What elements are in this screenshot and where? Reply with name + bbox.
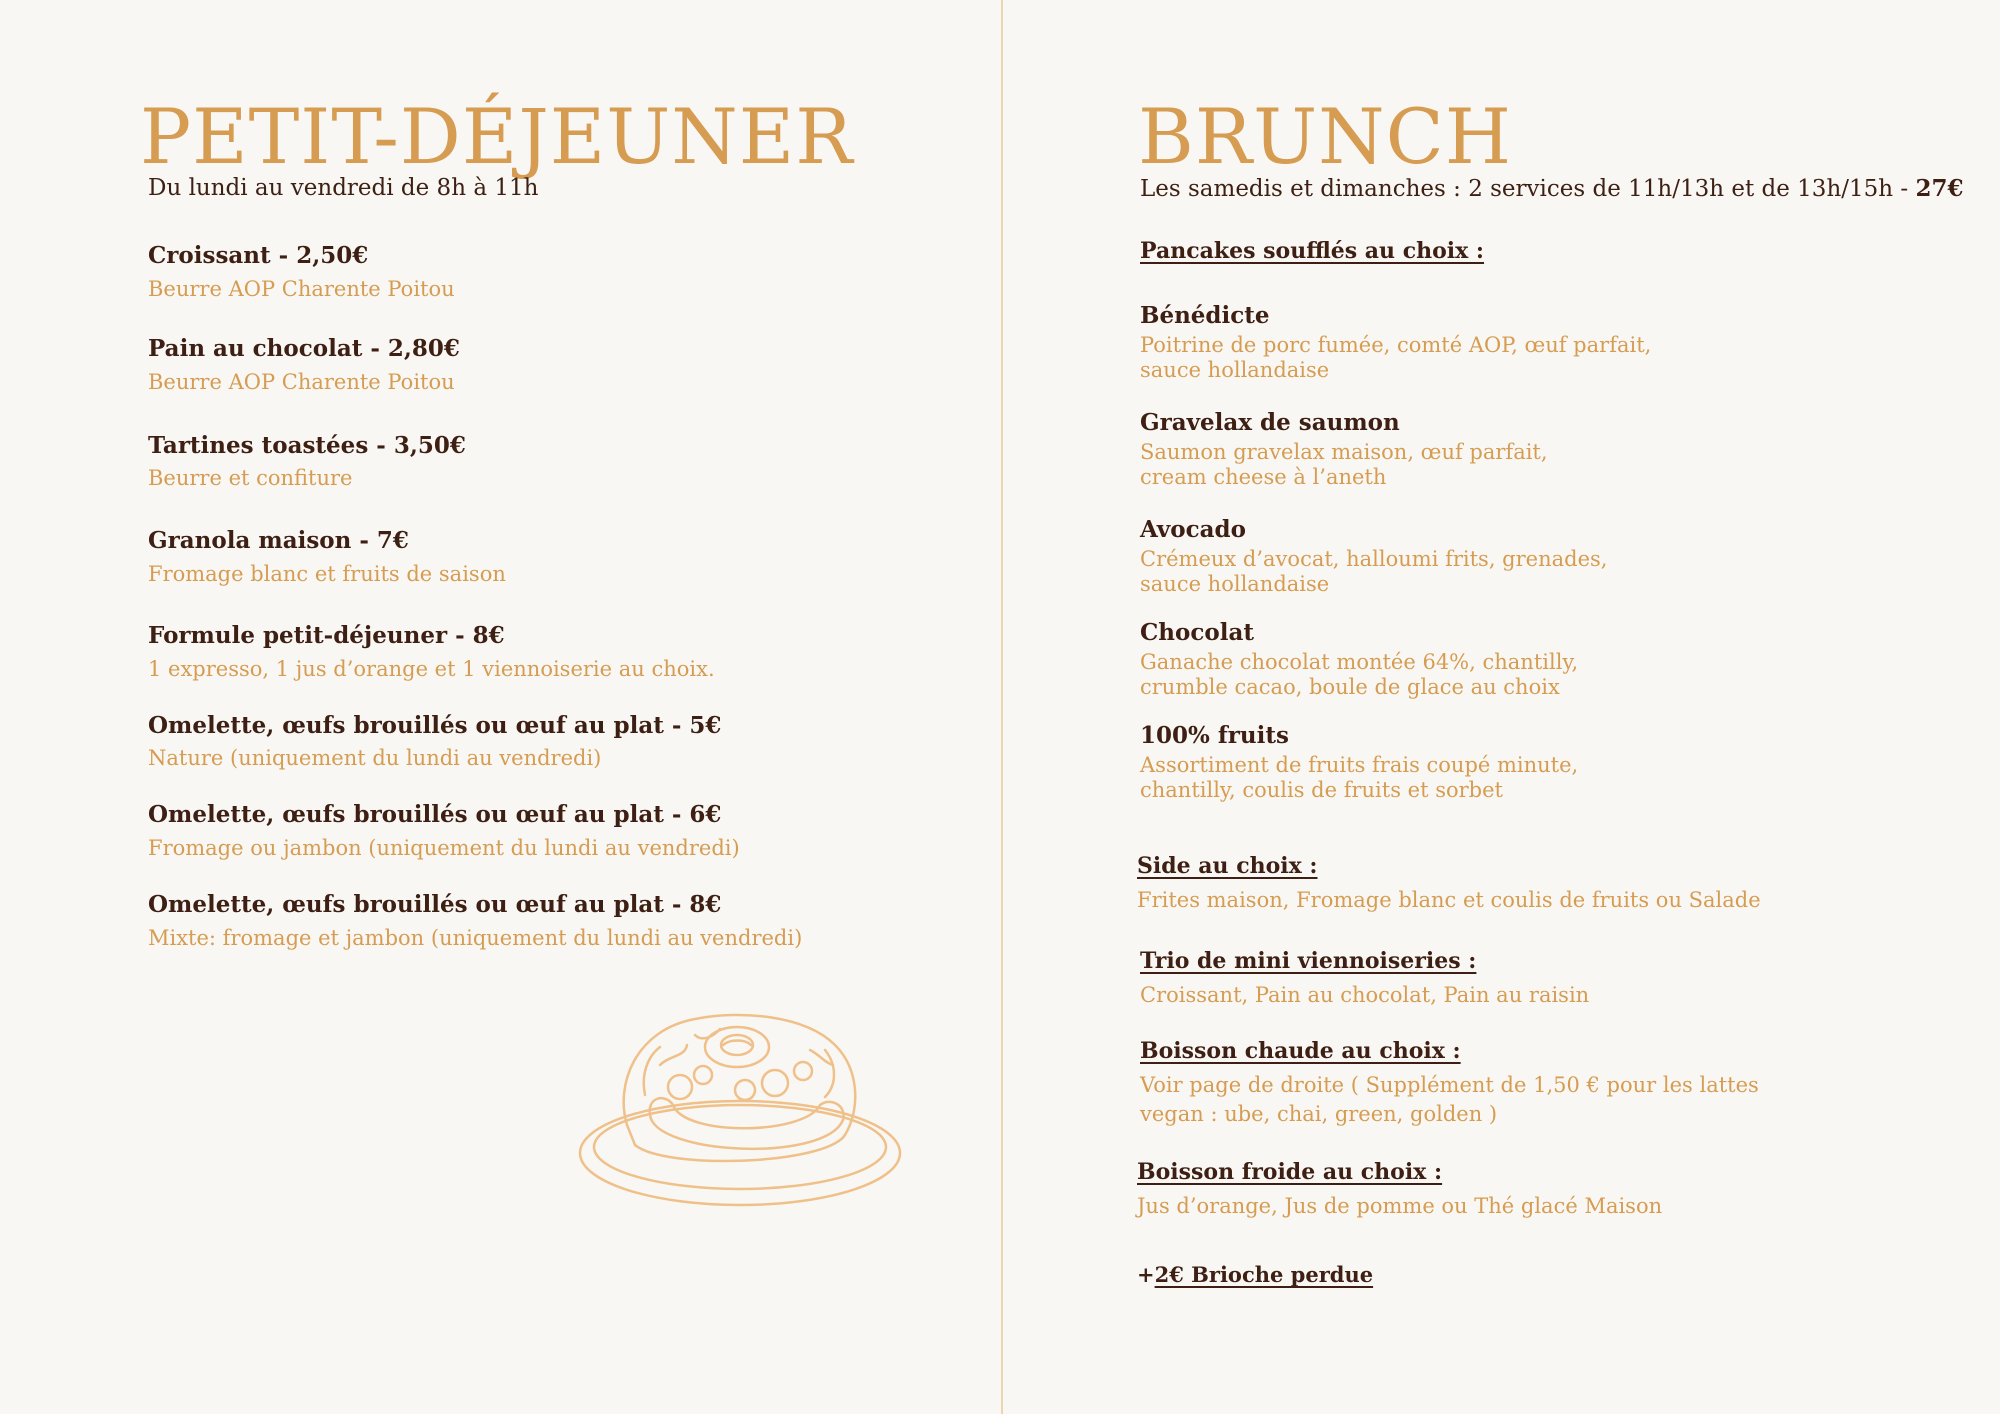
pancake-title: Gravelax de saumon	[1140, 409, 1400, 436]
hot-drink-heading: Boisson chaude au choix :	[1140, 1038, 1461, 1064]
menu-item-title: Pain au chocolat - 2,80€	[148, 335, 460, 362]
cold-drink-heading: Boisson froide au choix :	[1137, 1159, 1443, 1185]
pastry-dish-icon	[575, 1005, 905, 1215]
pancake-desc-2: crumble cacao, boule de glace au choix	[1140, 675, 1560, 699]
brunch-hours	[1140, 175, 1964, 202]
brunch-hours-text: Les samedis et dimanches : 2 services de 11h/13h et de 13h/15h -	[1140, 176, 1916, 202]
menu-item-desc: Mixte: fromage et jambon (uniquement du lundi au vendredi)	[148, 926, 803, 950]
menu-item-title: Omelette, œufs brouillés ou œuf au plat - 8€	[148, 891, 722, 918]
filling-chunk	[762, 1070, 788, 1096]
side-heading: Side au choix :	[1137, 853, 1318, 879]
cold-drink-desc: Jus d’orange, Jus de pomme ou Thé glacé Maison	[1137, 1194, 1663, 1218]
menu-item-title: Granola maison - 7€	[148, 527, 409, 554]
menu-item-desc: Beurre et confiture	[148, 466, 353, 490]
pancake-title: Chocolat	[1140, 619, 1254, 646]
side-desc: Frites maison, Fromage blanc et coulis de fruits ou Salade	[1137, 888, 1761, 912]
menu-item-desc: Beurre AOP Charente Poitou	[148, 370, 455, 394]
filling-chunk	[694, 1066, 712, 1084]
pancake-desc-1: Poitrine de porc fumée, comté AOP, œuf parfait,	[1140, 333, 1652, 357]
pancake-title: Bénédicte	[1140, 302, 1270, 329]
menu-item-desc: Nature (uniquement du lundi au vendredi)	[148, 746, 602, 770]
page-divider	[1001, 0, 1003, 1414]
pancake-desc-1: Crémeux d’avocat, halloumi frits, grenades,	[1140, 547, 1608, 571]
breakfast-heading: PETIT-DÉJEUNER	[140, 92, 854, 181]
menu-item-desc: Fromage ou jambon (uniquement du lundi au vendredi)	[148, 836, 740, 860]
egg-yolk	[721, 1035, 753, 1055]
pancake-desc-1: Ganache chocolat montée 64%, chantilly,	[1140, 650, 1579, 674]
pancake-desc-2: sauce hollandaise	[1140, 572, 1330, 596]
pancakes-heading: Pancakes soufflés au choix :	[1140, 238, 1485, 264]
menu-item-title: Omelette, œufs brouillés ou œuf au plat - 5€	[148, 712, 722, 739]
menu-item-title: Omelette, œufs brouillés ou œuf au plat - 6€	[148, 801, 722, 828]
hot-drink-desc-1: Voir page de droite ( Supplément de 1,50 € pour les lattes	[1140, 1073, 1759, 1097]
brunch-price: 27€	[1915, 175, 1964, 202]
menu-item-title: Tartines toastées - 3,50€	[148, 432, 466, 459]
extra-brioche: 2€ Brioche perdue	[1154, 1262, 1374, 1287]
pancake-desc-1: Saumon gravelax maison, œuf parfait,	[1140, 440, 1548, 464]
hot-drink-desc-2: vegan : ube, chai, green, golden )	[1140, 1102, 1498, 1126]
filling-chunk	[735, 1080, 755, 1100]
extra-plus: +	[1137, 1262, 1155, 1287]
trio-desc: Croissant, Pain au chocolat, Pain au raisin	[1140, 983, 1590, 1007]
menu-item-desc: Beurre AOP Charente Poitou	[148, 277, 455, 301]
menu-item-title: Formule petit-déjeuner - 8€	[148, 622, 505, 649]
pancake-desc-2: cream cheese à l’aneth	[1140, 465, 1387, 489]
menu-item-desc: Fromage blanc et fruits de saison	[148, 562, 506, 586]
breakfast-hours: Du lundi au vendredi de 8h à 11h	[148, 175, 539, 201]
brunch-heading: BRUNCH	[1138, 92, 1513, 181]
pancake-desc-1: Assortiment de fruits frais coupé minute,	[1140, 753, 1579, 777]
trio-heading: Trio de mini viennoiseries :	[1140, 948, 1477, 974]
menu-item-title: Croissant - 2,50€	[148, 242, 369, 269]
egg-detail	[723, 1041, 751, 1046]
menu-item-desc: 1 expresso, 1 jus d’orange et 1 viennoiserie au choix.	[148, 657, 715, 681]
herb-leaves	[660, 1029, 833, 1065]
pancake-title: Avocado	[1140, 516, 1246, 543]
pancake-desc-2: sauce hollandaise	[1140, 358, 1330, 382]
filling-chunk	[794, 1062, 812, 1080]
filling-chunk	[668, 1075, 692, 1099]
pancake-desc-2: chantilly, coulis de fruits et sorbet	[1140, 778, 1503, 802]
pancake-title: 100% fruits	[1140, 722, 1289, 749]
extra-option	[1137, 1262, 1373, 1287]
